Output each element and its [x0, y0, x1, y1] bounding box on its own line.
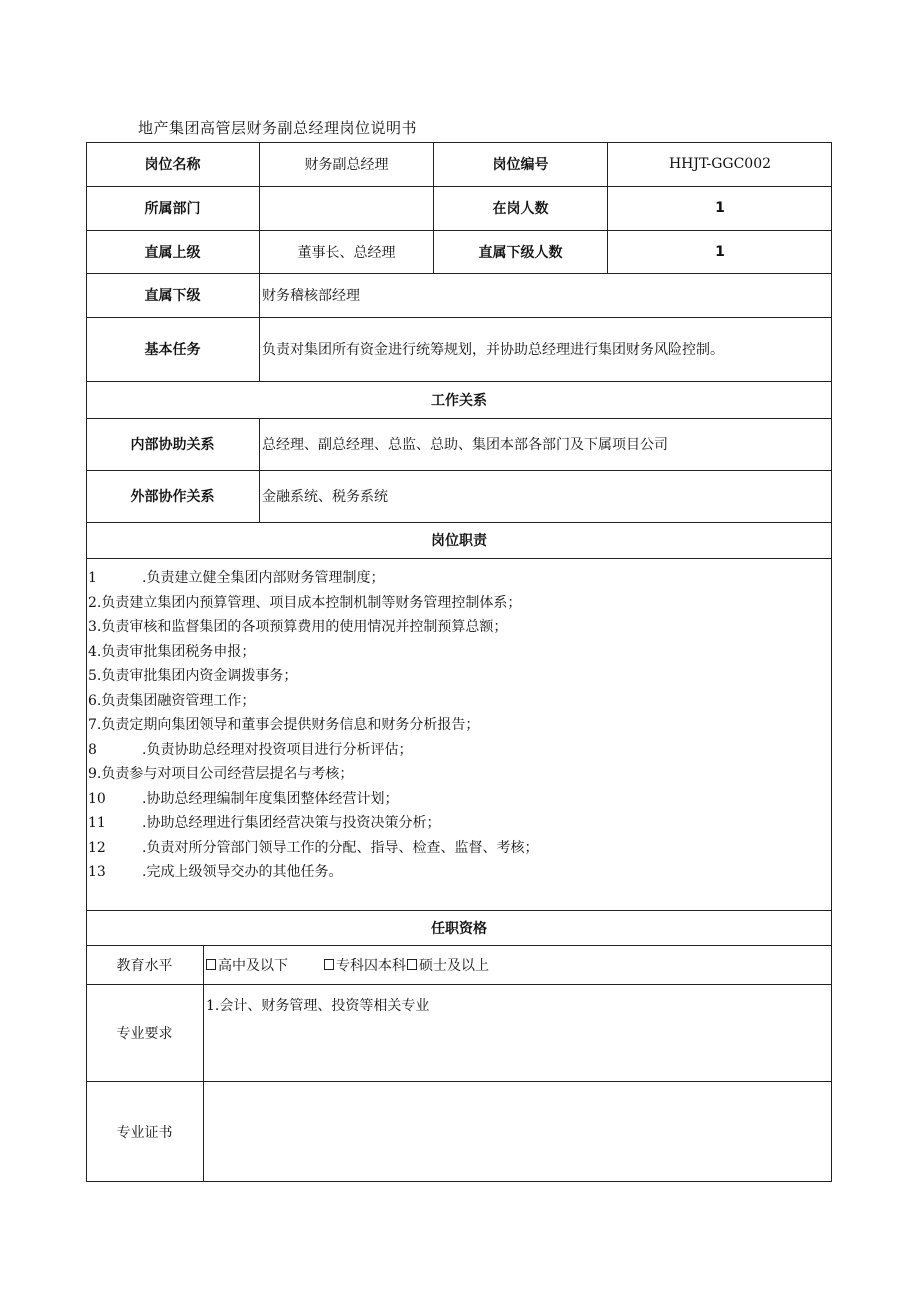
department-label: 所属部门	[144, 201, 201, 217]
duty-item	[88, 640, 255, 664]
certificate-value	[204, 1081, 832, 1182]
duty-item	[88, 836, 538, 860]
education-option-master: 硕士及以上	[419, 957, 489, 974]
duty-text: .负责参与对项目公司经营层提名与考核；	[96, 766, 354, 782]
major-label: 专业要求	[116, 1025, 173, 1042]
duty-item	[88, 713, 479, 737]
education-option-high-school: 高中及以下	[218, 957, 288, 974]
subordinate-count-label: 直属下级人数	[478, 244, 563, 261]
major-value: 1.会计、财务管理、投资等相关专业	[206, 998, 430, 1014]
duty-number: 9	[88, 766, 97, 782]
duty-number: 4	[88, 644, 97, 660]
duty-item	[88, 615, 507, 639]
education-option-junior-college: 专科	[336, 957, 364, 974]
position-code-label: 岗位编号	[492, 157, 549, 173]
duty-number: 2	[88, 595, 97, 611]
duty-item	[88, 664, 297, 688]
duty-number: 10	[88, 791, 106, 807]
education-option-bachelor: 本科	[378, 957, 406, 974]
duty-number: 11	[88, 815, 106, 831]
duties-header: 岗位职责	[431, 533, 487, 549]
department-value	[260, 186, 433, 230]
duty-number: 7	[88, 717, 97, 733]
duty-number: 13	[88, 864, 106, 880]
duty-number: 12	[88, 840, 106, 856]
education-label: 教育水平	[116, 957, 173, 974]
duty-item	[88, 689, 255, 713]
duty-text: .负责建立健全集团内部财务管理制度；	[142, 570, 385, 586]
duty-text: .负责对所分管部门领导工作的分配、指导、检查、监督、考核；	[142, 840, 539, 856]
duty-text: .协助总经理进行集团经营决策与投资决策分析；	[142, 815, 441, 831]
duty-number: 1	[88, 570, 97, 586]
subordinate-count-value: 1	[715, 243, 725, 260]
education-options	[204, 945, 832, 984]
superior-label: 直属上级	[144, 244, 201, 261]
checkbox-unchecked[interactable]	[324, 959, 334, 970]
duty-item	[88, 591, 521, 615]
superior-value: 董事长、总经理	[297, 244, 396, 261]
duty-text: .负责协助总经理对投资项目进行分析评估；	[142, 742, 413, 758]
duty-text: .负责审核和监督集团的各项预算费用的使用情况并控制预算总额；	[96, 619, 508, 635]
duty-text: .负责定期向集团领导和董事会提供财务信息和财务分析报告；	[96, 717, 480, 733]
qualifications-header: 任职资格	[431, 920, 487, 937]
checkbox-checked-mark[interactable]: 囚	[364, 957, 378, 974]
duty-item	[88, 860, 342, 884]
external-relations-value: 金融系统、税务系统	[262, 489, 388, 505]
row-divider	[86, 558, 832, 559]
duty-text: .完成上级领导交办的其他任务。	[142, 864, 343, 880]
position-name-label: 岗位名称	[144, 157, 201, 173]
internal-relations-label: 内部协助关系	[130, 437, 215, 453]
subordinate-label: 直属下级	[144, 288, 201, 304]
basic-task-label: 基本任务	[144, 342, 201, 358]
checkbox-unchecked[interactable]	[206, 959, 216, 970]
duty-text: .负责审批集团内资金调拨事务；	[96, 668, 298, 684]
certificate-label: 专业证书	[116, 1124, 173, 1141]
internal-relations-value: 总经理、副总经理、总监、总助、集团本部各部门及下属项目公司	[262, 437, 668, 453]
duty-text: .负责集团融资管理工作；	[96, 693, 256, 709]
external-relations-label: 外部协作关系	[130, 489, 215, 505]
duty-number: 8	[88, 742, 97, 758]
document-title: 地产集团高管层财务副总经理岗位说明书	[138, 119, 418, 137]
duty-item	[88, 811, 440, 835]
headcount-label: 在岗人数	[492, 201, 549, 217]
headcount-value: 1	[715, 200, 725, 216]
checkbox-unchecked[interactable]	[407, 959, 417, 970]
duty-item	[88, 566, 384, 590]
duty-item	[88, 762, 353, 786]
duty-number: 3	[88, 619, 97, 635]
duty-text: .负责建立集团内预算管理、项目成本控制机制等财务管理控制体系；	[96, 595, 522, 611]
position-code-value: HHJT-GGC002	[668, 156, 772, 172]
duty-number: 6	[88, 693, 97, 709]
duty-item	[88, 738, 412, 762]
subordinate-value: 财务稽核部经理	[262, 288, 360, 304]
duty-item	[88, 787, 398, 811]
position-name-value: 财务副总经理	[304, 157, 389, 173]
duty-text: .负责审批集团税务申报；	[96, 644, 256, 660]
duty-number: 5	[88, 668, 97, 684]
work-relations-header: 工作关系	[431, 392, 487, 409]
duty-text: .协助总经理编制年度集团整体经营计划；	[142, 791, 399, 807]
basic-task-value: 负责对集团所有资金进行统筹规划，并协助总经理进行集团财务风险控制。	[262, 342, 724, 358]
